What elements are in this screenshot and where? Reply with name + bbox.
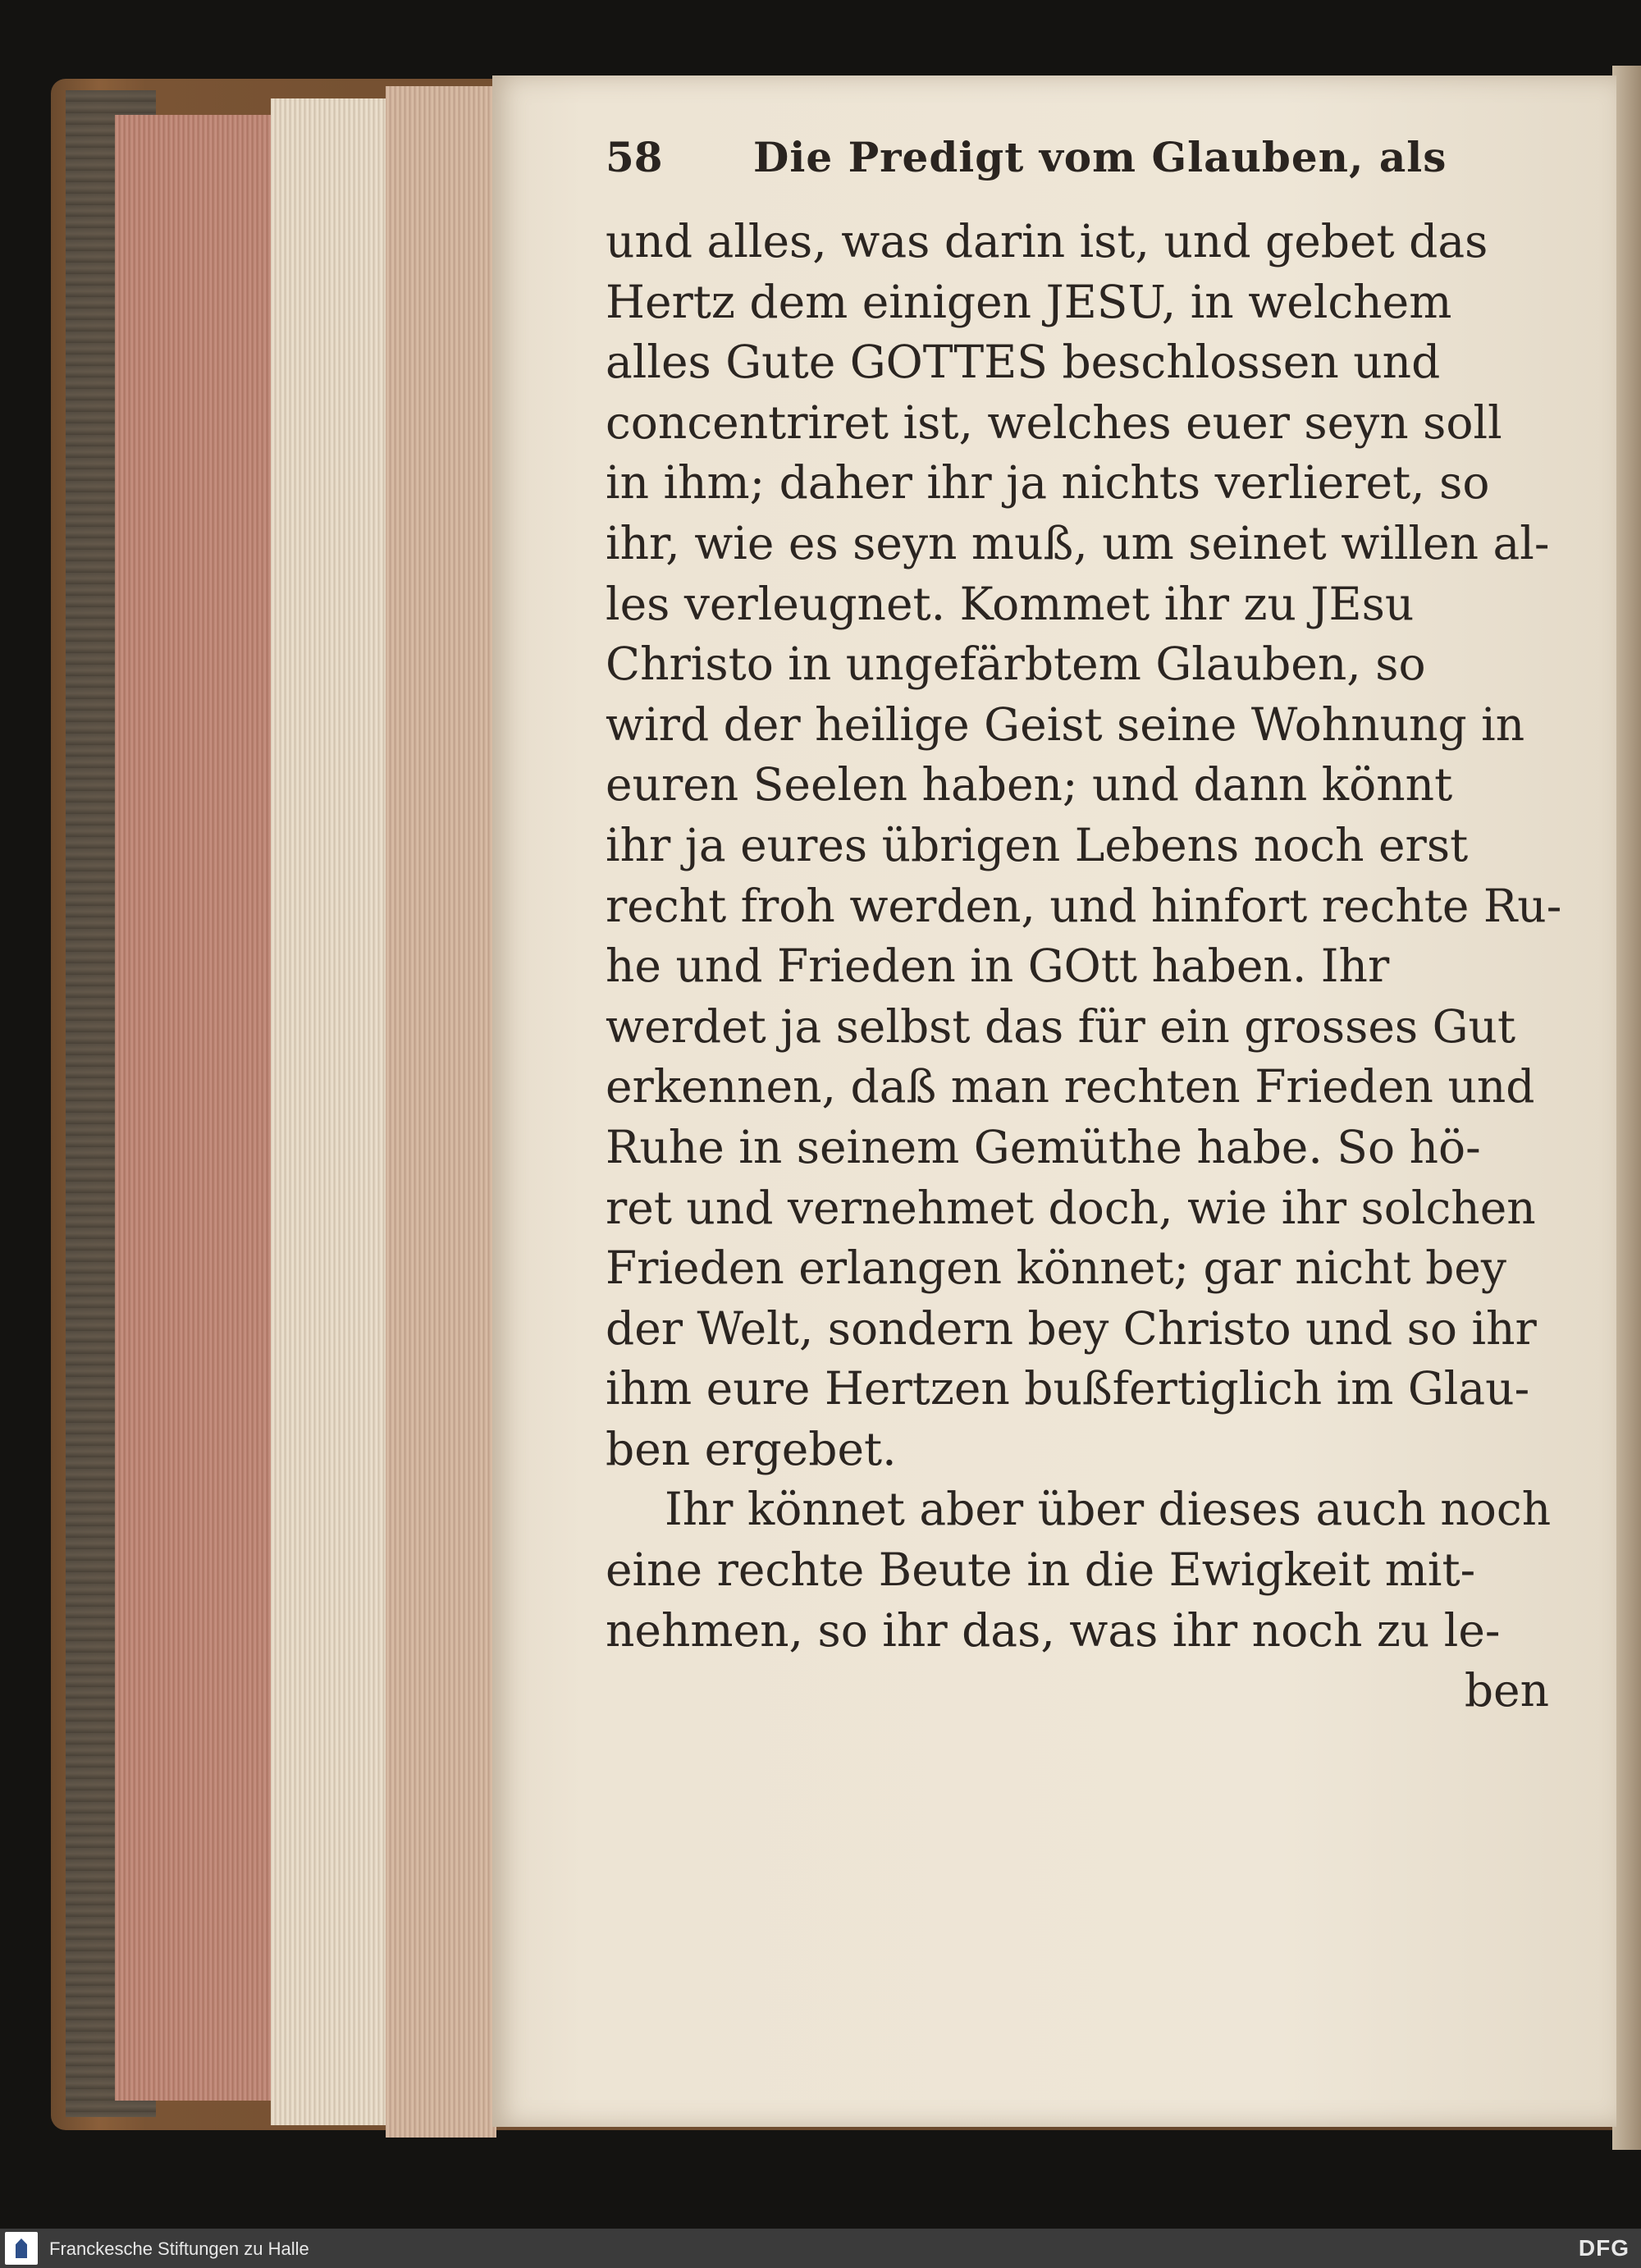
- catchword: ben: [1464, 1664, 1549, 1717]
- text-line: Ruhe in seinem Gemüthe habe. So hö-: [606, 1120, 1481, 1173]
- running-title: Die Predigt vom Glauben, als: [753, 133, 1447, 181]
- text-line: erkennen, daß man rechten Frieden und: [606, 1060, 1535, 1113]
- text-line: der Welt, sondern bey Christo und so ihr: [606, 1301, 1537, 1355]
- page-edges-middle: [271, 98, 386, 2125]
- text-line: recht froh werden, und hinfort rechte Ru-: [606, 879, 1562, 932]
- text-line: ihm eure Hertzen bußfertiglich im Glau-: [606, 1362, 1530, 1415]
- text-line: ret und vernehmet doch, wie ihr solchen: [606, 1181, 1536, 1234]
- text-line: alles Gute GOTTES beschlossen und: [606, 336, 1441, 389]
- text-line: Hertz dem einigen JESU, in welchem: [606, 275, 1452, 328]
- text-line: he und Frieden in GOtt haben. Ihr: [606, 940, 1390, 993]
- page-edges-right: [386, 86, 496, 2138]
- text-line: euren Seelen haben; und dann könnt: [606, 758, 1453, 812]
- text-line: ben ergebet.: [606, 1422, 897, 1475]
- text-line: les verleugnet. Kommet ihr zu JEsu: [606, 577, 1415, 630]
- page-header: [606, 133, 1467, 195]
- page-text: [606, 212, 1574, 1722]
- text-line: wird der heilige Geist seine Wohnung in: [606, 697, 1525, 751]
- owner-label: Franckesche Stiftungen zu Halle: [49, 2238, 309, 2259]
- text-line: eine rechte Beute in die Ewigkeit mit-: [606, 1543, 1476, 1597]
- text-line: nehmen, so ihr das, was ihr noch zu le-: [606, 1603, 1501, 1657]
- text-line: und alles, was darin ist, und gebet das: [606, 215, 1488, 267]
- text-line: Christo in ungefärbtem Glauben, so: [606, 638, 1426, 691]
- viewer-footer-bar: [0, 2229, 1641, 2268]
- text-line: ihr ja eures übrigen Lebens noch erst: [606, 818, 1469, 871]
- page-edges-left: [115, 115, 279, 2101]
- text-line: concentriret ist, welches euer seyn soll: [606, 396, 1502, 449]
- facing-page-edge: [1612, 66, 1641, 2150]
- text-line: Frieden erlangen könnet; gar nicht bey: [606, 1241, 1506, 1295]
- text-line: in ihm; daher ihr ja nichts verlieret, so: [606, 456, 1490, 510]
- text-line: ihr, wie es seyn muß, um seinet willen al-: [606, 516, 1550, 569]
- institution-logo-icon: [5, 2232, 38, 2265]
- page-number: 58: [606, 133, 663, 181]
- text-line: werdet ja selbst das für ein grosses Gut: [606, 999, 1516, 1053]
- dfg-logo: DFG: [1578, 2235, 1630, 2261]
- paragraph-start-line: Ihr könnet aber über dieses auch noch: [665, 1483, 1552, 1536]
